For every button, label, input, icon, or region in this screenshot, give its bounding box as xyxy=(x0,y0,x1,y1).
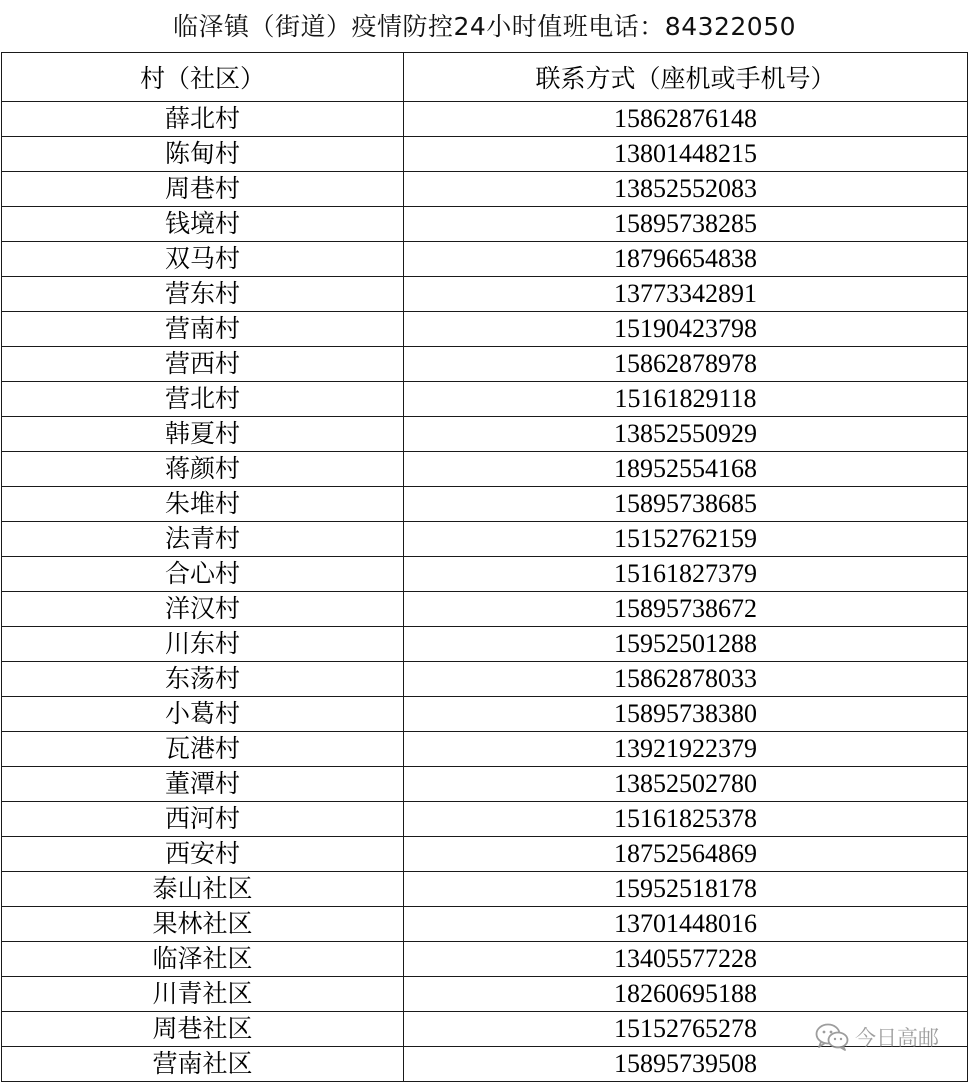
table-row xyxy=(2,452,968,487)
column-header-contact: 联系方式（座机或手机号） xyxy=(404,53,968,102)
phone-number-cell: 15190423798 xyxy=(404,312,968,347)
wechat-icon xyxy=(815,1023,849,1051)
table-row xyxy=(2,732,968,767)
table-row xyxy=(2,312,968,347)
phone-number-cell: 13801448215 xyxy=(404,137,968,172)
phone-number-cell: 15895739508 xyxy=(404,1047,968,1082)
table-row xyxy=(2,767,968,802)
phone-number-cell: 15895738285 xyxy=(404,207,968,242)
village-name-cell: 营北村 xyxy=(2,382,404,417)
village-name-cell: 合心村 xyxy=(2,557,404,592)
table-header-row xyxy=(2,53,968,102)
phone-number-cell: 13405577228 xyxy=(404,942,968,977)
table-row xyxy=(2,172,968,207)
village-name-cell: 西安村 xyxy=(2,837,404,872)
phone-number-cell: 15161827379 xyxy=(404,557,968,592)
village-name-cell: 营南村 xyxy=(2,312,404,347)
table-body xyxy=(2,102,968,1082)
village-name-cell: 双马村 xyxy=(2,242,404,277)
column-header-village: 村（社区） xyxy=(2,53,404,102)
table-row xyxy=(2,242,968,277)
phone-number-cell: 15952518178 xyxy=(404,872,968,907)
phone-number-cell: 15895738685 xyxy=(404,487,968,522)
watermark xyxy=(815,1022,939,1052)
phone-number-cell: 18260695188 xyxy=(404,977,968,1012)
table-row xyxy=(2,207,968,242)
watermark-text: 今日高邮 xyxy=(855,1026,939,1050)
village-name-cell: 朱堆村 xyxy=(2,487,404,522)
table-row xyxy=(2,802,968,837)
phone-number-cell: 18952554168 xyxy=(404,452,968,487)
village-name-cell: 董潭村 xyxy=(2,767,404,802)
phone-number-cell: 15895738380 xyxy=(404,697,968,732)
village-name-cell: 钱境村 xyxy=(2,207,404,242)
phone-number-cell: 15862876148 xyxy=(404,102,968,137)
table-row xyxy=(2,942,968,977)
table-row xyxy=(2,557,968,592)
phone-number-cell: 15952501288 xyxy=(404,627,968,662)
table-row xyxy=(2,382,968,417)
village-name-cell: 果林社区 xyxy=(2,907,404,942)
phone-number-cell: 15152762159 xyxy=(404,522,968,557)
table-row xyxy=(2,977,968,1012)
table-row xyxy=(2,487,968,522)
phone-number-cell: 15862878033 xyxy=(404,662,968,697)
table-row xyxy=(2,417,968,452)
village-name-cell: 蒋颜村 xyxy=(2,452,404,487)
village-name-cell: 周巷社区 xyxy=(2,1012,404,1047)
phone-number-cell: 13852502780 xyxy=(404,767,968,802)
table-row xyxy=(2,592,968,627)
table-row xyxy=(2,102,968,137)
phone-number-cell: 13852550929 xyxy=(404,417,968,452)
village-name-cell: 川东村 xyxy=(2,627,404,662)
phone-number-cell: 15152765278 xyxy=(404,1012,968,1047)
phone-number-cell: 18796654838 xyxy=(404,242,968,277)
phone-number-cell: 13921922379 xyxy=(404,732,968,767)
phone-number-cell: 15161825378 xyxy=(404,802,968,837)
village-name-cell: 瓦港村 xyxy=(2,732,404,767)
page-title: 临泽镇（街道）疫情防控24小时值班电话：84322050 xyxy=(172,12,797,41)
village-name-cell: 营南社区 xyxy=(2,1047,404,1082)
phone-number-cell: 15862878978 xyxy=(404,347,968,382)
contact-table xyxy=(1,52,968,1082)
village-name-cell: 韩夏村 xyxy=(2,417,404,452)
table-row xyxy=(2,697,968,732)
table-row xyxy=(2,907,968,942)
phone-number-cell: 13852552083 xyxy=(404,172,968,207)
table-row xyxy=(2,522,968,557)
village-name-cell: 法青村 xyxy=(2,522,404,557)
village-name-cell: 川青社区 xyxy=(2,977,404,1012)
phone-number-cell: 15895738672 xyxy=(404,592,968,627)
table-row xyxy=(2,872,968,907)
phone-number-cell: 13773342891 xyxy=(404,277,968,312)
table-row xyxy=(2,347,968,382)
table-row xyxy=(2,837,968,872)
village-name-cell: 周巷村 xyxy=(2,172,404,207)
phone-number-cell: 13701448016 xyxy=(404,907,968,942)
village-name-cell: 西河村 xyxy=(2,802,404,837)
village-name-cell: 临泽社区 xyxy=(2,942,404,977)
table-row xyxy=(2,137,968,172)
phone-number-cell: 18752564869 xyxy=(404,837,968,872)
phone-number-cell: 15161829118 xyxy=(404,382,968,417)
village-name-cell: 薛北村 xyxy=(2,102,404,137)
village-name-cell: 泰山社区 xyxy=(2,872,404,907)
village-name-cell: 陈甸村 xyxy=(2,137,404,172)
village-name-cell: 营西村 xyxy=(2,347,404,382)
village-name-cell: 洋汉村 xyxy=(2,592,404,627)
village-name-cell: 东荡村 xyxy=(2,662,404,697)
table-row xyxy=(2,627,968,662)
village-name-cell: 小葛村 xyxy=(2,697,404,732)
table-row xyxy=(2,277,968,312)
table-row xyxy=(2,662,968,697)
village-name-cell: 营东村 xyxy=(2,277,404,312)
